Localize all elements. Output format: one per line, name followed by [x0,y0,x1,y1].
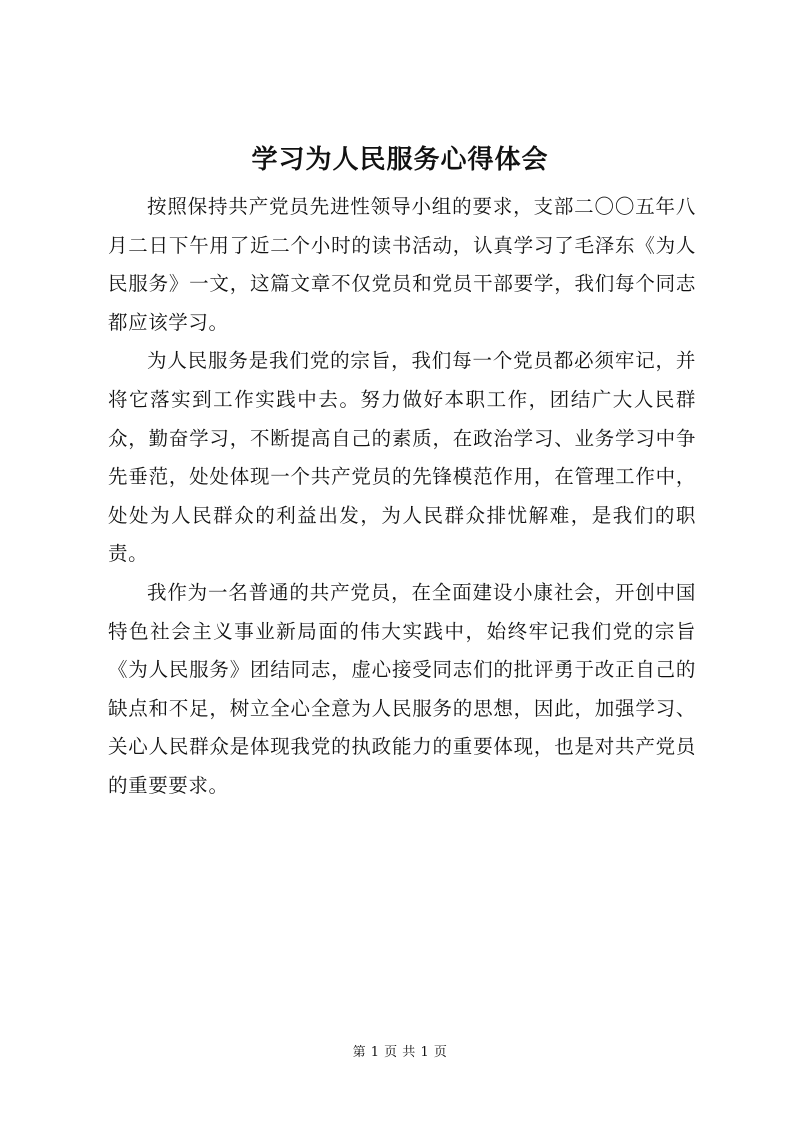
paragraph-1: 按照保持共产党员先进性领导小组的要求，支部二〇〇五年八月二日下午用了近二个小时的读书活动，认真学习了毛泽东《为人民服务》一文，这篇文章不仅党员和党员干部要学，我们每个同志都应该学习。 [108,195,696,334]
document-title: 学习为人民服务心得体会 [251,145,549,175]
paragraph-2: 为人民服务是我们党的宗旨，我们每一个党员都必须牢记，并将它落实到工作实践中去。努力做好本职工作，团结广大人民群众，勤奋学习，不断提高自己的素质，在政治学习、业务学习中争先垂范，处处体现一个共产党员的先锋模范作用，在管理工作中，处处为人民群众的利益出发，为人民群众排忧解难，是我们的职责。 [108,349,696,566]
document-body [108,188,696,806]
paragraph-3: 我作为一名普通的共产党员，在全面建设小康社会，开创中国特色社会主义事业新局面的伟大实践中，始终牢记我们党的宗旨《为人民服务》团结同志，虚心接受同志们的批评勇于改正自己的缺点和不足，树立全心全意为人民服务的思想，因此，加强学习、关心人民群众是体现我党的执政能力的重要体现，也是对共产党员的重要要求。 [108,580,696,797]
page-footer: 第 1 页 共 1 页 [352,1045,448,1060]
